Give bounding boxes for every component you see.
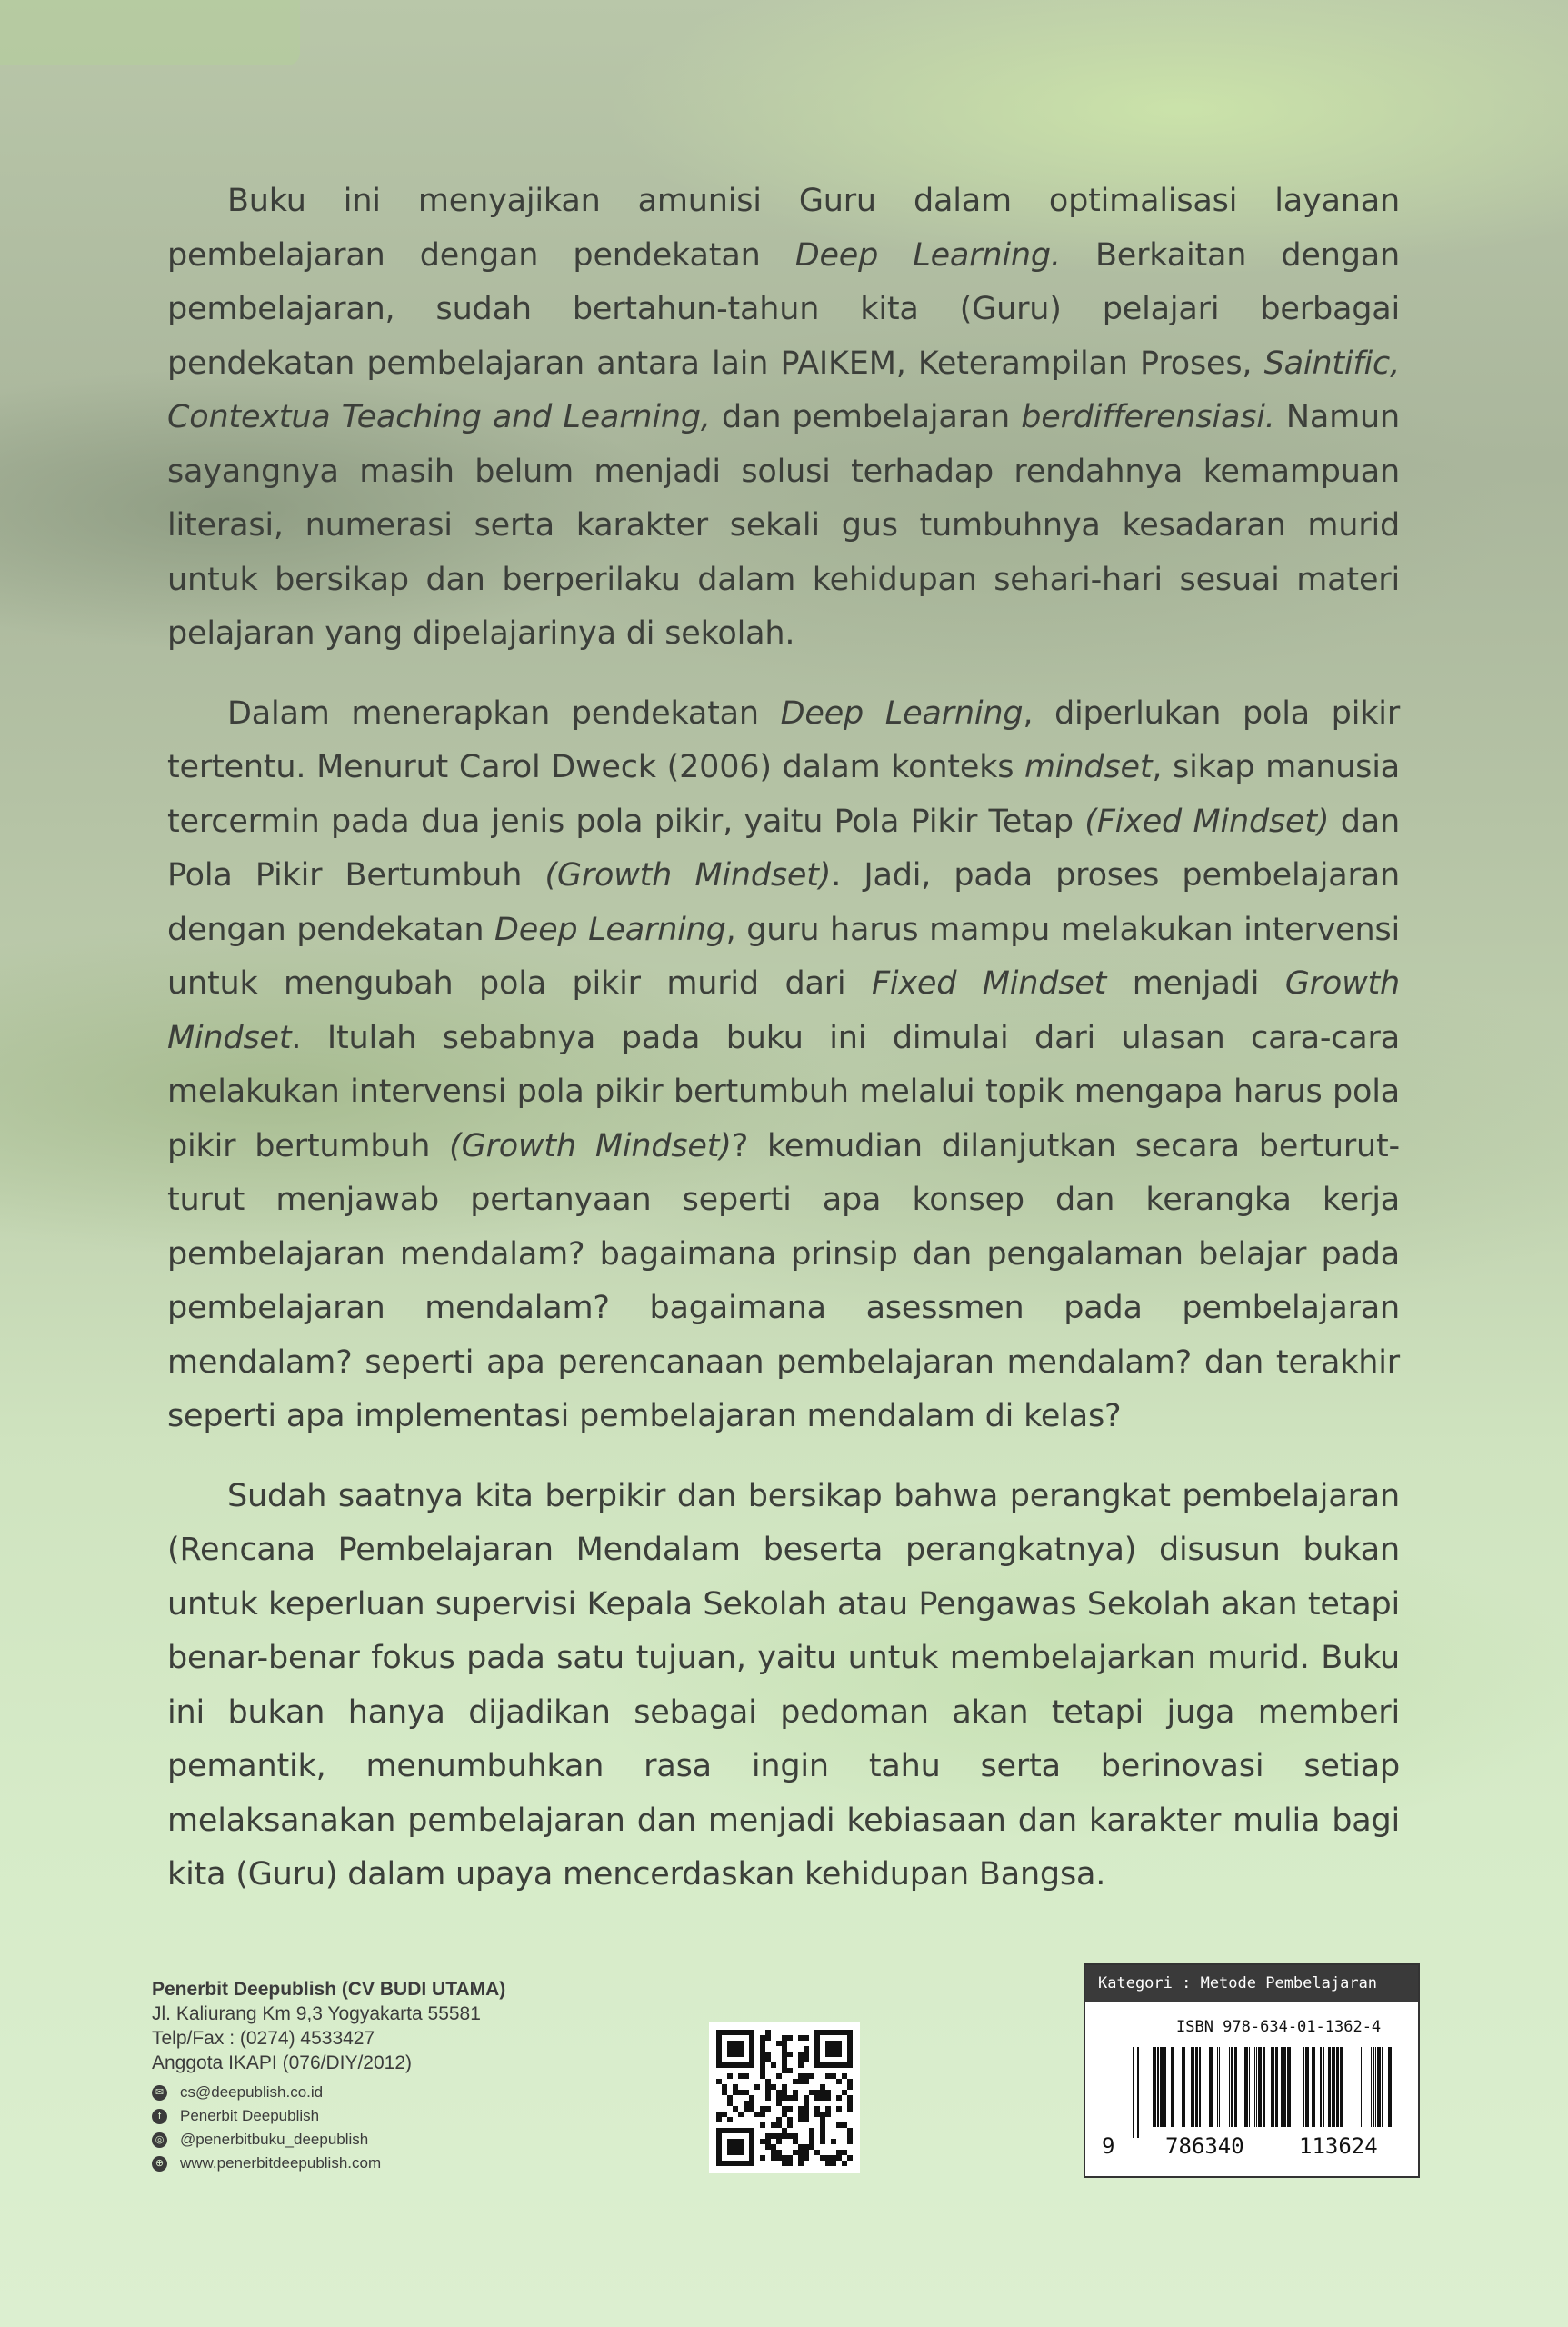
paragraph-text: dan pembelajaran: [710, 399, 1022, 435]
italic-term: berdifferensiasi.: [1021, 399, 1275, 435]
back-cover-blurb: [167, 175, 1400, 1928]
paragraph-text: , diperlukan pola pikir tertentu. Menurut Carol Dweck (2006) dalam konteks: [167, 694, 1401, 785]
italic-term: (Growth Mindset): [544, 857, 832, 894]
barcode-digit-first: 9: [1102, 2133, 1115, 2159]
qr-code: [709, 2022, 860, 2173]
paragraph-text: menjadi: [1106, 965, 1285, 1002]
category-label: Kategori : Metode Pembelajaran: [1085, 1965, 1418, 2002]
contact-instagram: [152, 2128, 505, 2152]
instagram-text: @penerbitbuku_deepublish: [180, 2131, 369, 2148]
italic-term: (Fixed Mindset): [1084, 803, 1330, 840]
paragraph-text: Berkaitan dengan pembelajaran, sudah bertahun-tahun kita (Guru) pelajari berbagai pendekatan pembelajaran antara lain PAIKEM, Keterampilan Proses,: [167, 236, 1400, 382]
isbn-text: ISBN 978-634-01-1362-4: [1176, 2018, 1382, 2036]
italic-term: Deep Learning: [780, 694, 1024, 732]
publisher-phone: Telp/Fax : (0274) 4533427: [152, 2028, 375, 2049]
website-text: www.penerbitdeepublish.com: [180, 2154, 382, 2172]
contact-email: [152, 2081, 505, 2104]
barcode-digits-right: 113624: [1299, 2133, 1378, 2159]
barcode-digits-left: 786340: [1165, 2133, 1244, 2159]
italic-term: (Growth Mindset): [449, 1127, 732, 1164]
blurb-paragraph-3: [167, 1470, 1400, 1903]
facebook-text: Penerbit Deepublish: [180, 2107, 320, 2124]
instagram-icon: ◎: [152, 2132, 167, 2148]
italic-term: mindset: [1024, 749, 1153, 785]
italic-term: Deep Learning: [494, 911, 726, 948]
corner-tab: [0, 0, 300, 65]
paragraph-text: . Jadi, pada proses pembelajaran dengan pendekatan: [167, 857, 1400, 948]
paragraph-text: , guru harus mampu melakukan intervensi untuk mengubah pola pikir murid dari: [167, 911, 1401, 1002]
publisher-address: Jl. Kaliurang Km 9,3 Yogyakarta 55581: [152, 2003, 481, 2024]
contact-website: [152, 2152, 505, 2175]
paragraph-text: ? kemudian dilanjutkan secara berturut-turut menjawab pertanyaan seperti apa konsep dan kerangka kerja pembelajaran mendalam? bagaimana prinsip dan pengalaman belajar pada pembelajaran mendalam? bagaimana asessmen pada pembelajaran mendalam? seperti apa perencanaan pembelajaran mendalam? dan terakhir seperti apa implementasi pembelajaran mendalam di kelas?: [167, 1127, 1400, 1434]
paragraph-text: Namun sayangnya masih belum menjadi solusi terhadap rendahnya kemampuan literasi, numerasi serta karakter sekali gus tumbuhnya kesadaran murid untuk bersikap dan berperilaku dalam kehidupan sehari-hari sesuai materi pelajaran yang dipelajarinya di sekolah.: [167, 399, 1400, 652]
italic-term: Growth Mindset: [167, 965, 1401, 1056]
paragraph-text: , sikap manusia tercermin pada dua jenis pola pikir, yaitu Pola Pikir Tetap: [167, 749, 1400, 840]
blurb-paragraph-1: [167, 175, 1400, 662]
italic-term: Fixed Mindset: [871, 965, 1107, 1002]
email-text: cs@deepublish.co.id: [180, 2083, 324, 2101]
paragraph-text: Buku ini menyajikan amunisi Guru dalam optimalisasi layanan pembelajaran dengan pendekatan: [167, 183, 1400, 274]
paragraph-text: dan Pola Pikir Bertumbuh: [167, 803, 1400, 894]
publisher-membership: Anggota IKAPI (076/DIY/2012): [152, 2052, 413, 2073]
italic-term: Deep Learning.: [794, 236, 1061, 274]
paragraph-text: . Itulah sebabnya pada buku ini dimulai dari ulasan cara-cara melakukan intervensi pola pikir bertumbuh melalui topik mengapa harus pola pikir bertumbuh: [167, 1019, 1400, 1164]
blurb-paragraph-2: [167, 687, 1400, 1444]
email-icon: ✉: [152, 2085, 167, 2101]
barcode-bars: [1133, 2047, 1396, 2138]
paragraph-text: Dalam menerapkan pendekatan: [227, 694, 781, 732]
publisher-info: [152, 1977, 505, 2175]
publisher-name: Penerbit Deepublish (CV BUDI UTAMA): [152, 1979, 506, 2000]
facebook-icon: f: [152, 2109, 167, 2124]
contact-facebook: [152, 2104, 505, 2128]
paragraph-text: Sudah saatnya kita berpikir dan bersikap bahwa perangkat pembelajaran (Rencana Pembelajaran Mendalam beserta perangkatnya) disusun bukan untuk keperluan supervisi Kepala Sekolah atau Pengawas Sekolah akan tetapi benar-benar fokus pada satu tujuan, yaitu untuk membelajarkan murid. Buku ini bukan hanya dijadikan sebagai pedoman akan tetapi juga memberi pemantik, menumbuhkan rasa ingin tahu serta berinovasi setiap melaksanakan pembelajaran dan menjadi kebiasaan dan karakter mulia bagi kita (Guru) dalam upaya mencerdaskan kehidupan Bangsa.: [167, 1477, 1400, 1893]
globe-icon: ⊕: [152, 2156, 167, 2172]
isbn-barcode-box: [1084, 1963, 1420, 2178]
italic-term: Saintific, Contextua Teaching and Learning,: [167, 345, 1400, 435]
